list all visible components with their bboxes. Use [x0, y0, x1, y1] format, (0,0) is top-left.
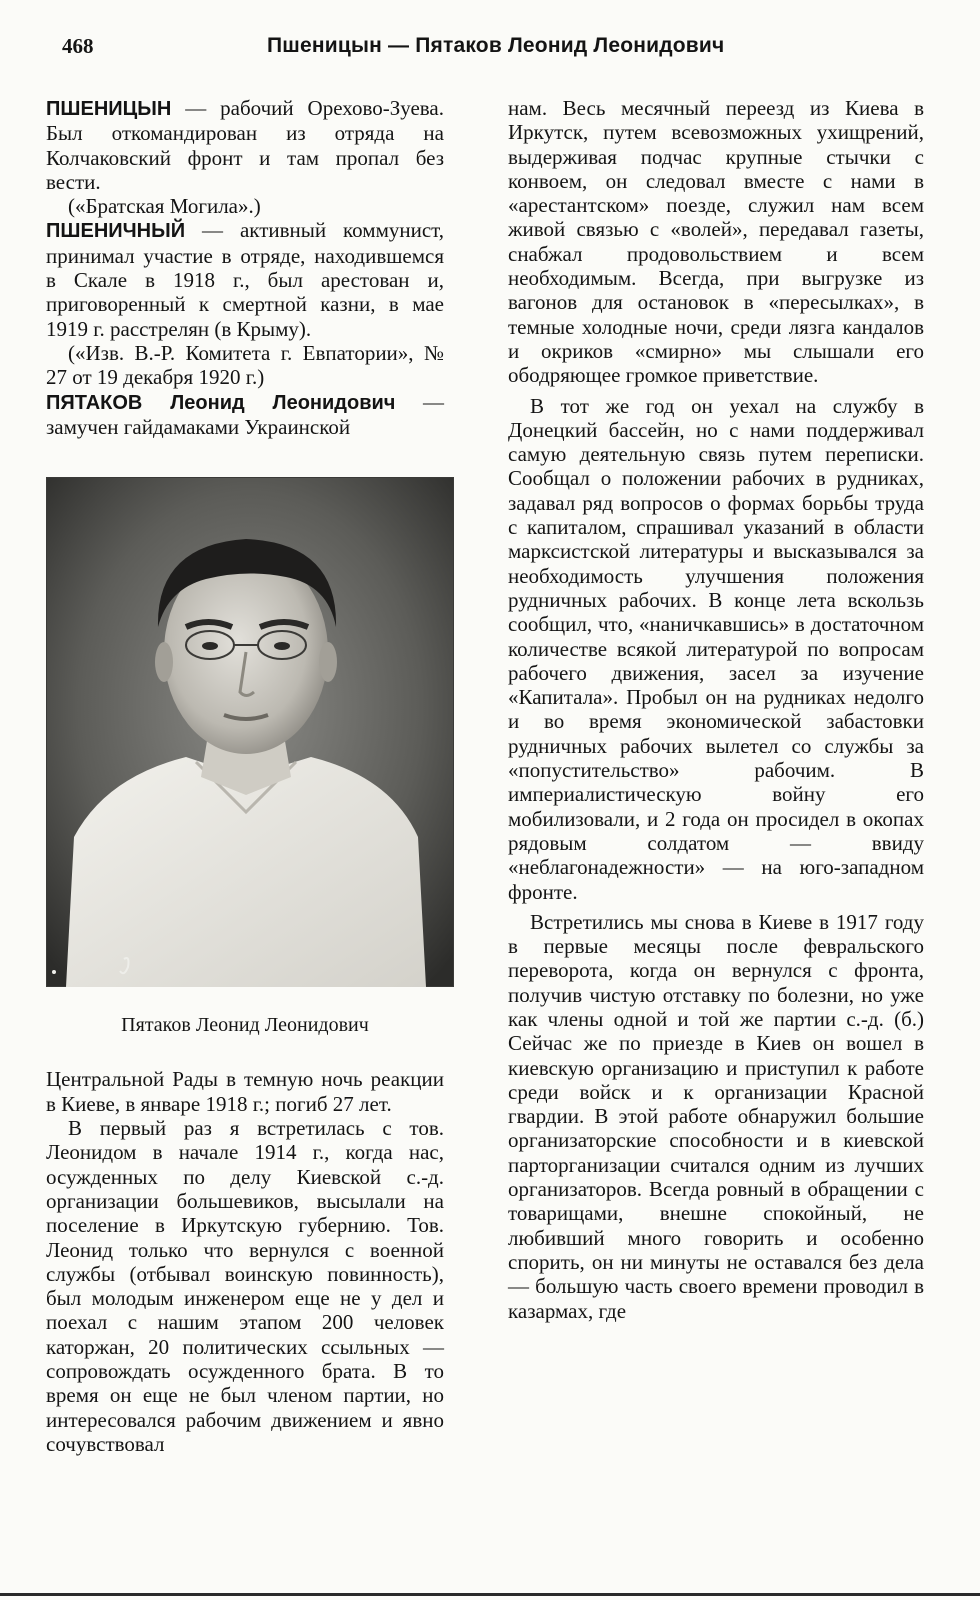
- page-bottom-rule: [0, 1593, 980, 1596]
- body-paragraph: Встретились мы снова в Киеве в 1917 году в первые месяцы после февральского переворота, когда он вернулся с фронта, получив чистую отставку по болезни, но уже как члены одной и той же партии с.-д. (б.) Сейчас же по приезде в Киев он вошел в киевскую организацию и приступил к работе среди войск и к организации Красной гвардии. В этой работе обнаружил большие организаторские способности и в киевской парторганизации считался одним из лучших организаторов. Всегда ровный в обращении с товарищами, внешне спокойный, не любивший много говорить и особенно спорить, он ни минуты не оставался без дела — большую часть своего времени проводил в казармах, где: [508, 909, 924, 1323]
- left-column: [46, 96, 444, 1456]
- body-paragraph: нам. Весь месячный переезд из Киева в Иркутск, путем всевозможных ухищрений, выдерживая подчас крупные стычки с конвоем, он следовал вместе с нами в «арестантском» поезде, служил нам всем живой связью с «волей», передавал газеты, снабжал продовольствием и всем необходимым. Всегда, при выгрузке из вагонов для остановок в «пересылках», в темные холодные ночи, среди лязга кандалов и окриков «смирно» мы слышали его ободряющее громкое приветствие.: [508, 96, 924, 388]
- photo-caption: Пятаков Леонид Леонидович: [121, 1014, 369, 1037]
- body-paragraph: В тот же год он уехал на службу в Донецкий бассейн, но с нами поддерживал самую деятельную связь путем переписки. Сообщал о положении рабочих в рудниках, задавал ряд вопросов о формах борьбы труда с капиталом, спрашивал указаний в области марксистской литературы и высказывался за необходимость улучшения положения рудничных рабочих. В конце лета вскользь сообщил, что, «наничкавшись» в достаточном количестве всякой литературой по вопросам рабочего движения, засел за изучение «Капитала». Пробыл он на рудниках недолго и во время экономической забастовки рудничных рабочих вылетел со службы за «попустительство» рабочим. В империалистическую войну его мобилизовали, и 2 года он просидел в окопах рядовым солдатом — ввиду «неблагонадежности» — на юго-западном фронте.: [508, 393, 924, 904]
- page-header: [62, 34, 922, 66]
- body-paragraph: В первый раз я встретилась с тов. Леонидом в начале 1914 г., когда нас, осужденных по делу Киевской с.-д. организации большевиков, высылали на поселение в Иркутскую губернию. Тов. Леонид только что вернулся с военной службы (отбывал воинскую повинность), был молодым инженером еще не у дел и поехал с нашим этапом 200 человек каторжан, 20 политических ссыльных — сопровождать осужденного брата. В то время он еще не был членом партии, но интересовался рабочим движением и явно сочувствовал: [46, 1116, 444, 1456]
- right-column: [508, 96, 924, 1323]
- entry-name: ПЯТАКОВ Леонид Леонидович: [46, 391, 396, 414]
- portrait-image: [46, 477, 454, 987]
- entry-name: ПШЕНИЧНЫЙ: [46, 220, 186, 243]
- portrait-photo: [46, 477, 454, 987]
- entry-pshenitsyn: [46, 96, 444, 194]
- entry-pshenichny: [46, 218, 444, 340]
- entry-text: — рабочий Орехово-Зуева. Был откомандирован из отряда на Колчаковский фронт и там пропал без вести.: [46, 96, 444, 194]
- page-number: 468: [62, 34, 94, 58]
- entry-source: («Братская Могила».): [68, 194, 261, 219]
- entry-source: («Изв. В.-Р. Комитета г. Евпатории», № 27 от 19 декабря 1920 г.): [46, 340, 444, 390]
- body-paragraph: Центральной Рады в темную ночь реакции в Киеве, в январе 1918 г.; погиб 27 лет.: [46, 1067, 444, 1116]
- entry-name: ПШЕНИЦЫН: [46, 98, 172, 120]
- entry-text: — замучен гайдамаками Украинской: [46, 389, 444, 439]
- entry-pyatakov: [46, 390, 444, 440]
- entry-text: — активный коммунист, принимал участие в отряде, находившемся в Скале в 1918 г., был арестован и, приговоренный к смертной казни, в мае 1919 г. расстрелян (в Крыму).: [46, 218, 444, 341]
- running-head: Пшеницын — Пятаков Леонид Леонидович: [267, 34, 725, 57]
